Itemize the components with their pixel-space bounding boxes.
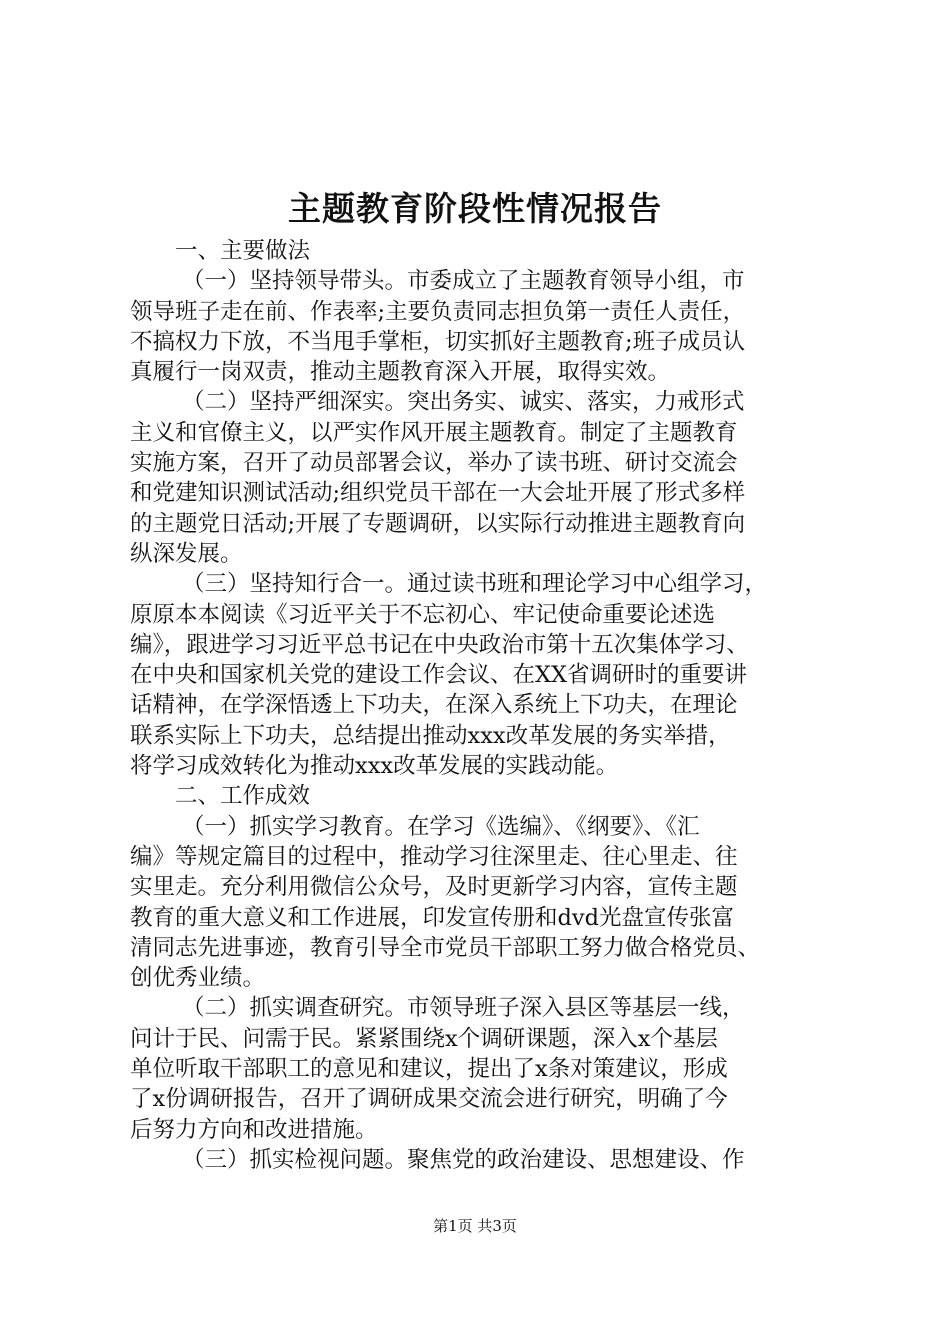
paragraph-line: 单位听取干部职工的意见和建议，提出了x条对策建议，形成: [130, 1056, 728, 1083]
paragraph-line: 后努力方向和改进措施。: [130, 1116, 378, 1143]
paragraph-first-line: （一）坚持领导带头。市委成立了主题教育领导小组，市: [182, 268, 745, 295]
paragraph-line: 联系实际上下功夫，总结提出推动xxx改革发展的务实举措，: [130, 722, 731, 749]
document-body: [130, 236, 830, 1175]
paragraph-line: 将学习成效转化为推动xxx改革发展的实践动能。: [130, 753, 619, 780]
paragraph-line: 和党建知识测试活动;组织党员干部在一大会址开展了形式多样: [130, 480, 746, 507]
paragraph-first-line: （三）坚持知行合一。通过读书班和理论学习中心组学习，: [182, 571, 768, 598]
document-title: 主题教育阶段性情况报告: [288, 189, 662, 228]
paragraph-line: 领导班子走在前、作表率;主要负责同志担负第一责任人责任，: [130, 298, 746, 325]
paragraph-line: 了x份调研报告，召开了调研成果交流会进行研究，明确了今: [130, 1086, 728, 1113]
paragraph-first-line: （二）抓实调查研究。市领导班子深入县区等基层一线，: [182, 995, 745, 1022]
section-heading: 一、主要做法: [175, 238, 311, 264]
paragraph-first-line: （三）抓实检视问题。聚焦党的政治建设、思想建设、作: [182, 1146, 745, 1173]
paragraph-line: 纵深发展。: [130, 540, 243, 567]
paragraph-line: 教育的重大意义和工作进展，印发宣传册和dvd光盘宣传张富: [130, 904, 735, 931]
paragraph-line: 实里走。充分利用微信公众号，及时更新学习内容，宣传主题: [130, 874, 738, 901]
page-footer: 第1页 共3页: [433, 1217, 517, 1235]
paragraph-line: 创优秀业绩。: [130, 965, 266, 992]
paragraph-line: 原原本本阅读《习近平关于不忘初心、牢记使命重要论述选: [130, 601, 716, 628]
paragraph-line: 在中央和国家机关党的建设工作会议、在XX省调研时的重要讲: [130, 662, 748, 689]
paragraph-line: 不搞权力下放，不当甩手掌柜，切实抓好主题教育;班子成员认: [130, 328, 746, 355]
paragraph-line: 真履行一岗双责，推动主题教育深入开展，取得实效。: [130, 359, 671, 386]
paragraph-line: 编》等规定篇目的过程中，推动学习往深里走、往心里走、往: [130, 843, 738, 870]
paragraph-line: 主义和官僚主义，以严实作风开展主题教育。制定了主题教育: [130, 419, 738, 446]
paragraph-line: 问计于民、问需于民。紧紧围绕x个调研课题，深入x个基层: [130, 1025, 718, 1052]
paragraph-line: 编》，跟进学习习近平总书记在中央政治市第十五次集体学习、: [130, 631, 749, 658]
paragraph-line: 话精神，在学深悟透上下功夫，在深入系统上下功夫，在理论: [130, 692, 738, 719]
paragraph-line: 清同志先进事迹，教育引导全市党员干部职工努力做合格党员、: [130, 934, 761, 961]
paragraph-line: 的主题党日活动;开展了专题调研，以实际行动推进主题教育向: [130, 510, 746, 537]
section-heading: 二、工作成效: [175, 783, 311, 810]
paragraph-first-line: （二）坚持严细深实。突出务实、诚实、落实，力戒形式: [182, 389, 745, 416]
paragraph-line: 实施方案，召开了动员部署会议，举办了读书班、研讨交流会: [130, 450, 738, 477]
paragraph-first-line: （一）抓实学习教育。在学习《选编》、《纲要》、《汇: [182, 813, 700, 840]
